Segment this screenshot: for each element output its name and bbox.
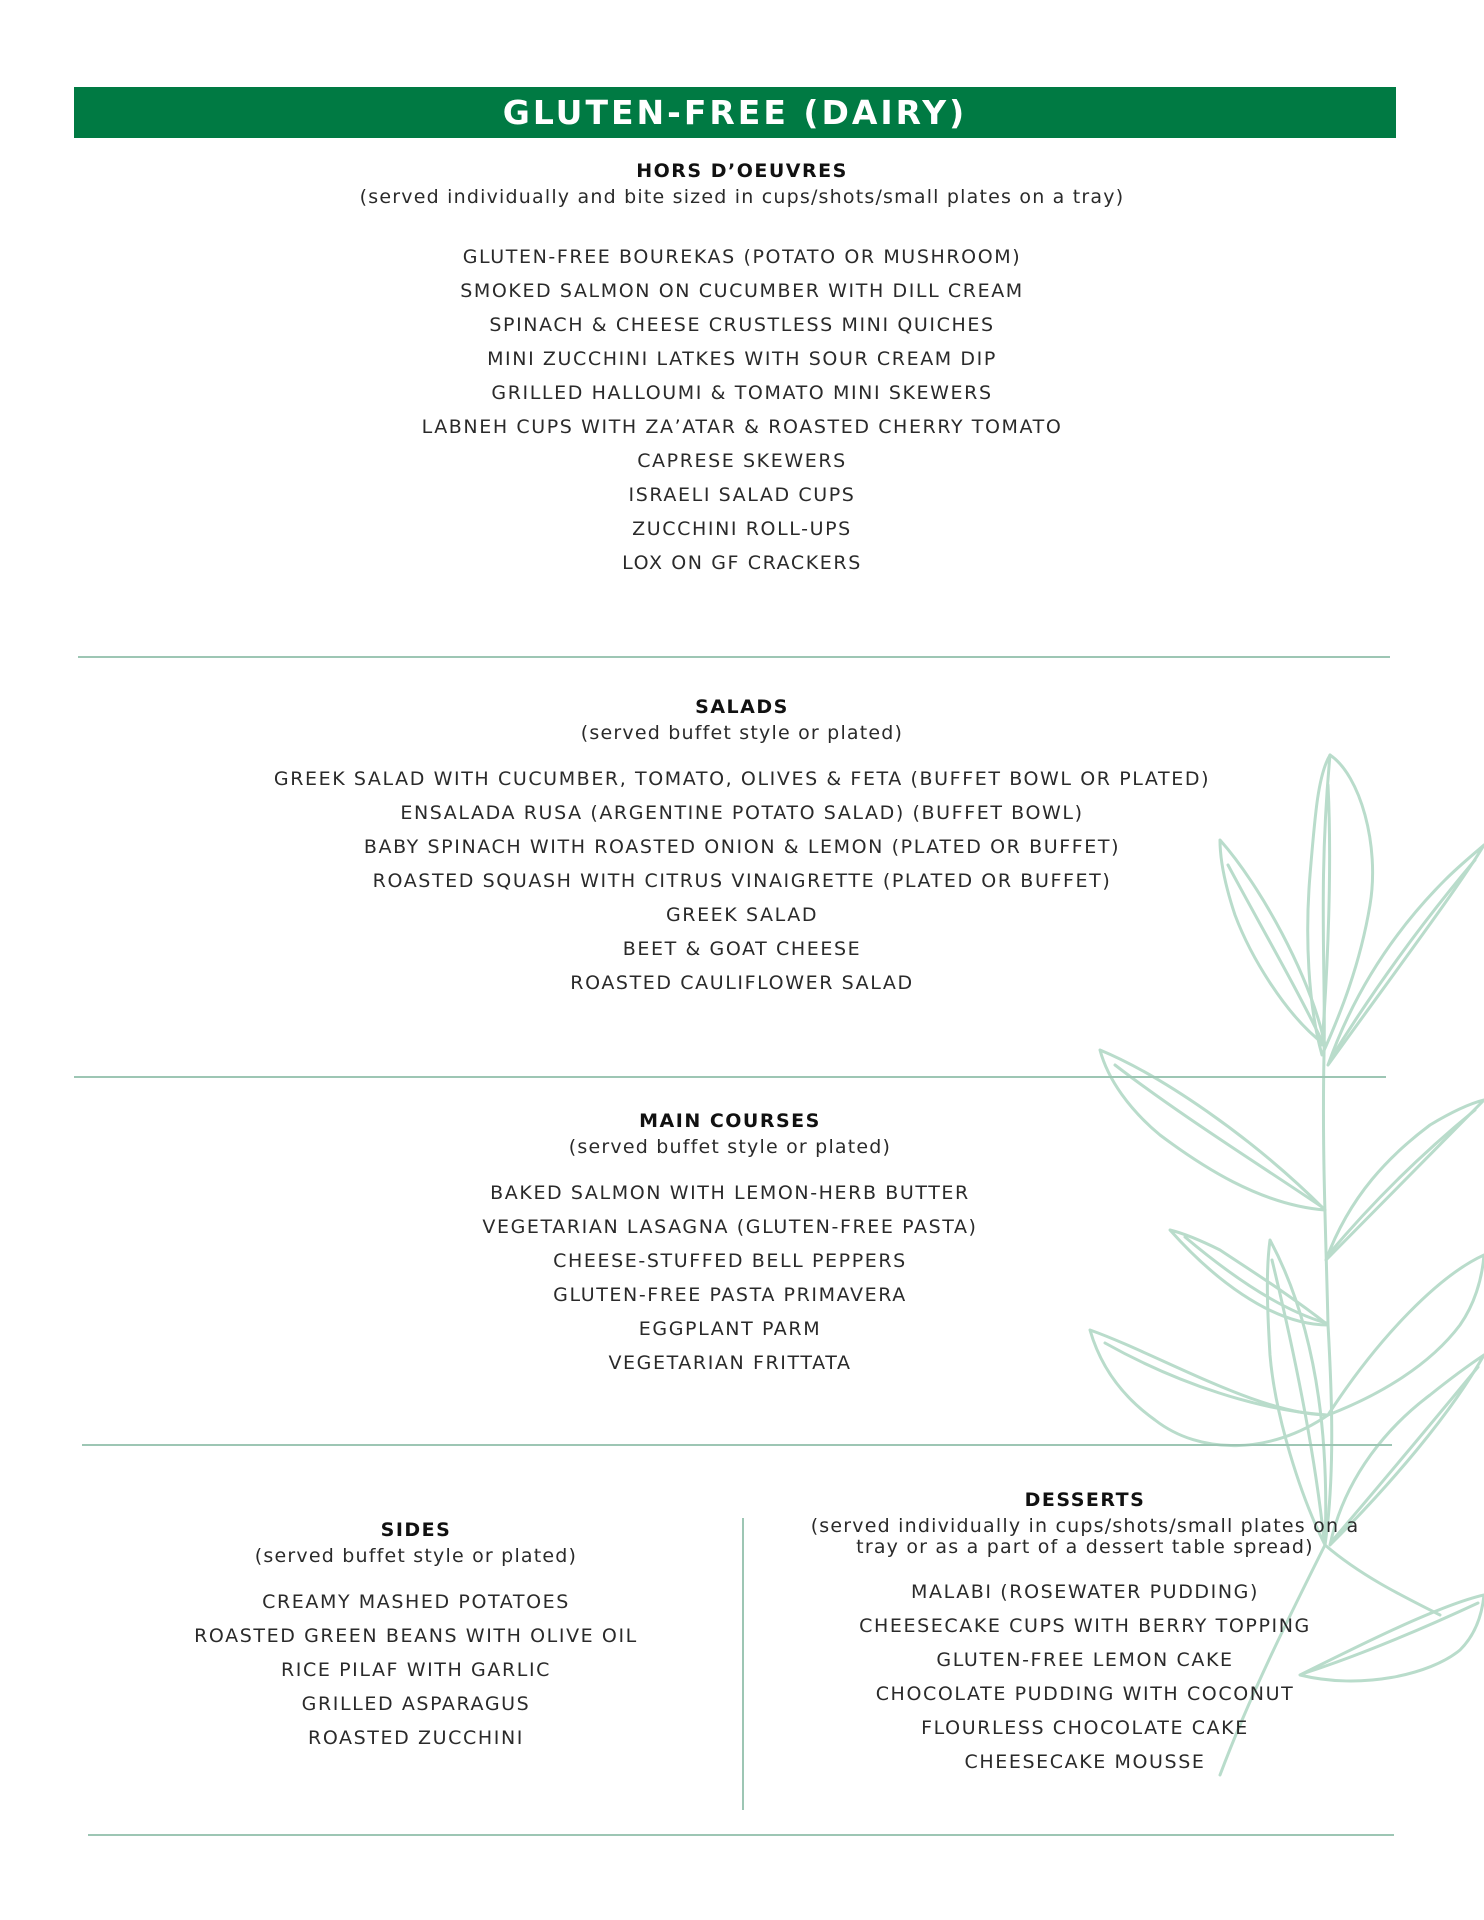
menu-item: CHOCOLATE PUDDING WITH COCONUT — [875, 1683, 1295, 1705]
menu-item: GLUTEN-FREE BOUREKAS (POTATO OR MUSHROOM) — [462, 246, 1022, 268]
menu-list — [74, 240, 1410, 580]
menu-item: ROASTED GREEN BEANS WITH OLIVE OIL — [194, 1625, 638, 1647]
section-salads — [74, 694, 1410, 1000]
menu-item: BAKED SALMON WITH LEMON-HERB BUTTER — [490, 1182, 970, 1204]
section-title: HORS D’OEUVRES — [636, 160, 848, 182]
menu-list — [62, 1176, 1398, 1380]
menu-item: ISRAELI SALAD CUPS — [628, 484, 856, 506]
menu-item: BABY SPINACH WITH ROASTED ONION & LEMON (PLATED OR BUFFET) — [363, 836, 1121, 858]
section-subtitle: (served buffet style or plated) — [568, 1136, 892, 1158]
section-divider — [88, 1834, 1394, 1836]
menu-item: MALABI (ROSEWATER PUDDING) — [910, 1581, 1260, 1603]
menu-item: GRILLED HALLOUMI & TOMATO MINI SKEWERS — [491, 382, 993, 404]
menu-item: CHEESECAKE MOUSSE — [964, 1751, 1206, 1773]
section-title: SALADS — [695, 696, 789, 718]
menu-item: GLUTEN-FREE PASTA PRIMAVERA — [553, 1284, 907, 1306]
menu-item: GLUTEN-FREE LEMON CAKE — [936, 1649, 1234, 1671]
section-hors-doeuvres — [74, 158, 1410, 580]
section-subtitle: tray or as a part of a dessert table spread) — [856, 1536, 1314, 1558]
section-subtitle: (served buffet style or plated) — [254, 1545, 578, 1567]
menu-item: LABNEH CUPS WITH ZA’ATAR & ROASTED CHERRY TOMATO — [421, 416, 1063, 438]
section-title: DESSERTS — [1024, 1489, 1146, 1511]
menu-item: CHEESE-STUFFED BELL PEPPERS — [553, 1250, 907, 1272]
menu-item: ROASTED ZUCCHINI — [308, 1727, 524, 1749]
menu-item: EGGPLANT PARM — [638, 1318, 822, 1340]
section-divider — [82, 1444, 1392, 1446]
menu-item: FLOURLESS CHOCOLATE CAKE — [921, 1717, 1249, 1739]
menu-list — [770, 1575, 1400, 1779]
menu-item: GRILLED ASPARAGUS — [301, 1693, 531, 1715]
menu-list — [74, 762, 1410, 1000]
menu-item: MINI ZUCCHINI LATKES WITH SOUR CREAM DIP — [487, 348, 997, 370]
menu-list — [96, 1585, 736, 1755]
menu-item: CAPRESE SKEWERS — [637, 450, 847, 472]
menu-item: SMOKED SALMON ON CUCUMBER WITH DILL CREAM — [460, 280, 1024, 302]
section-subtitle: (served individually in cups/shots/small plates on a — [810, 1515, 1360, 1537]
menu-item: SPINACH & CHEESE CRUSTLESS MINI QUICHES — [489, 314, 995, 336]
menu-item: CREAMY MASHED POTATOES — [262, 1591, 570, 1613]
menu-item: ROASTED CAULIFLOWER SALAD — [570, 972, 914, 994]
section-sides — [96, 1517, 736, 1755]
menu-item: BEET & GOAT CHEESE — [622, 938, 862, 960]
menu-item: RICE PILAF WITH GARLIC — [280, 1659, 552, 1681]
section-divider — [78, 656, 1390, 658]
section-divider — [74, 1076, 1386, 1078]
section-main-courses — [62, 1108, 1398, 1380]
column-divider — [742, 1518, 744, 1810]
menu-item: GREEK SALAD — [665, 904, 819, 926]
menu-item: VEGETARIAN FRITTATA — [608, 1352, 852, 1374]
menu-item: VEGETARIAN LASAGNA (GLUTEN-FREE PASTA) — [482, 1216, 978, 1238]
menu-item: GREEK SALAD WITH CUCUMBER, TOMATO, OLIVES & FETA (BUFFET BOWL OR PLATED) — [273, 768, 1211, 790]
menu-item: LOX ON GF CRACKERS — [622, 552, 862, 574]
section-title: SIDES — [380, 1519, 452, 1541]
page-title: GLUTEN-FREE (DAIRY) — [74, 87, 1396, 138]
section-title: MAIN COURSES — [639, 1110, 821, 1132]
section-subtitle: (served individually and bite sized in cups/shots/small plates on a tray) — [359, 186, 1125, 208]
menu-item: ROASTED SQUASH WITH CITRUS VINAIGRETTE (PLATED OR BUFFET) — [372, 870, 1112, 892]
section-subtitle: (served buffet style or plated) — [580, 722, 904, 744]
section-desserts — [770, 1487, 1400, 1779]
menu-item: ZUCCHINI ROLL-UPS — [632, 518, 852, 540]
menu-item: ENSALADA RUSA (ARGENTINE POTATO SALAD) (BUFFET BOWL) — [400, 802, 1084, 824]
menu-item: CHEESECAKE CUPS WITH BERRY TOPPING — [859, 1615, 1311, 1637]
